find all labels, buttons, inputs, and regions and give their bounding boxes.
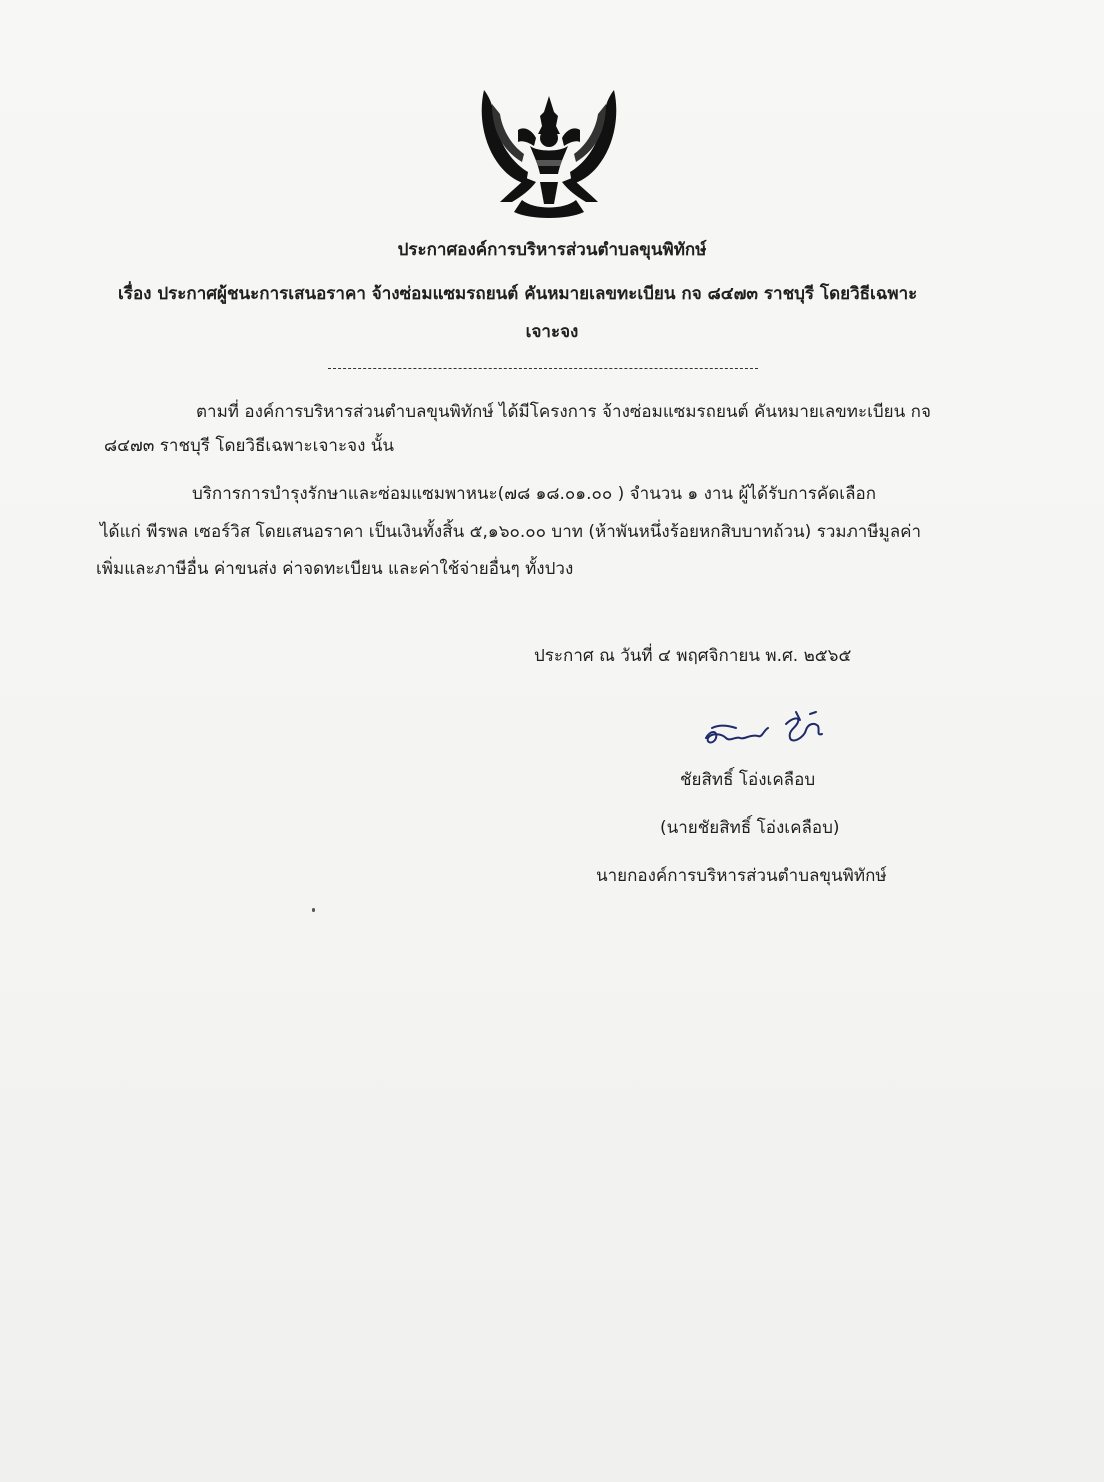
announcement-date: ประกาศ ณ วันที่ ๔ พฤศจิกายน พ.ศ. ๒๕๖๕ bbox=[534, 646, 852, 666]
announcement-title: ประกาศองค์การบริหารส่วนตำบลขุนพิทักษ์ bbox=[397, 240, 707, 260]
subject-line-2: เจาะจง bbox=[525, 322, 579, 342]
signer-full-name: (นายชัยสิทธิ์ โอ่งเคลือบ) bbox=[660, 818, 840, 838]
paper-speck bbox=[312, 908, 315, 912]
handwritten-signature bbox=[700, 708, 832, 752]
signer-position: นายกองค์การบริหารส่วนตำบลขุนพิทักษ์ bbox=[596, 866, 887, 886]
paragraph-1-line-2: ๘๔๗๓ ราชบุรี โดยวิธีเฉพาะเจาะจง นั้น bbox=[104, 436, 395, 456]
paragraph-2-line-2: ได้แก่ พีรพล เซอร์วิส โดยเสนอราคา เป็นเงินทั้งสิ้น ๕,๑๖๐.๐๐ บาท (ห้าพันหนึ่งร้อยหกสิบบาทถ้วน) รวมภาษีมูลค่า bbox=[100, 522, 922, 542]
paragraph-2-line-1: บริการการบำรุงรักษาและซ่อมแซมพาหนะ(๗๘ ๑๘.๐๑.๐๐ ) จำนวน ๑ งาน ผู้ได้รับการคัดเลือก bbox=[192, 484, 877, 504]
paragraph-2-line-3: เพิ่มและภาษีอื่น ค่าขนส่ง ค่าจดทะเบียน และค่าใช้จ่ายอื่นๆ ทั้งปวง bbox=[96, 559, 574, 579]
title-divider bbox=[328, 368, 758, 369]
paragraph-1-line-1: ตามที่ องค์การบริหารส่วนตำบลขุนพิทักษ์ ได้มีโครงการ จ้างซ่อมแซมรถยนต์ คันหมายเลขทะเบียน กจ bbox=[196, 402, 931, 422]
garuda-emblem-icon bbox=[478, 86, 620, 222]
signer-name: ชัยสิทธิ์ โอ่งเคลือบ bbox=[680, 770, 816, 790]
subject-line-1: เรื่อง ประกาศผู้ชนะการเสนอราคา จ้างซ่อมแซมรถยนต์ คันหมายเลขทะเบียน กจ ๘๔๗๓ ราชบุรี โดยวิธีเฉพาะ bbox=[118, 284, 918, 304]
